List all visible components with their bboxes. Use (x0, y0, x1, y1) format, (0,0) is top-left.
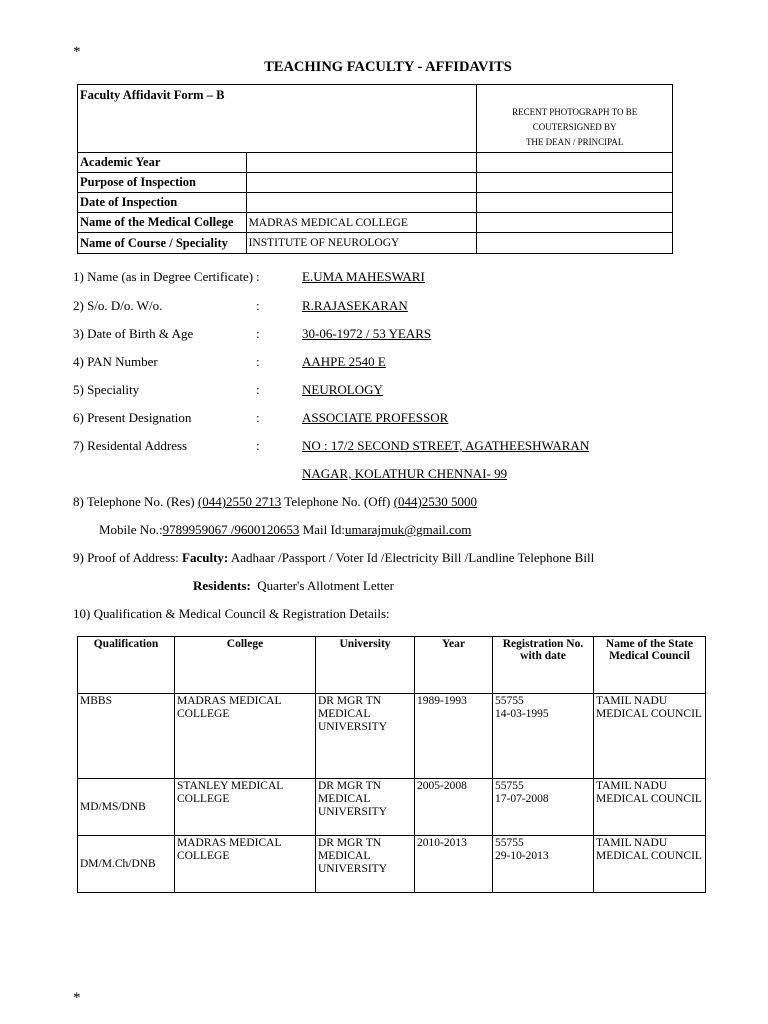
column-header: Year (415, 637, 493, 694)
empty-cell (477, 153, 673, 173)
registration-date: 29-10-2013 (495, 850, 549, 862)
year-cell: 2010-2013 (415, 836, 493, 893)
registration-number: 55755 (495, 837, 524, 849)
table-row (78, 779, 706, 836)
telephone-off-value: (044)2530 5000 (393, 494, 478, 509)
telephone-line (73, 494, 509, 510)
header-info-table (77, 84, 673, 254)
registration-date: 14-03-1995 (495, 708, 549, 720)
qualification-cell: MBBS (78, 694, 175, 779)
address-label: 7) Residental Address (73, 438, 188, 453)
mobile-line (99, 522, 554, 538)
colon: : (256, 269, 260, 284)
proof-label: 9) Proof of Address: (73, 550, 179, 565)
empty-cell (477, 193, 673, 213)
inspection-date-value (246, 193, 477, 213)
column-header: Qualification (78, 637, 175, 694)
colon: : (256, 326, 260, 341)
residents-label: Residents: (193, 578, 251, 593)
purpose-label: Purpose of Inspection (78, 173, 247, 193)
registration-cell (493, 694, 594, 779)
university-cell: DR MGR TN MEDICAL UNIVERSITY (316, 694, 415, 779)
name-label: 1) Name (as in Degree Certificate) (73, 269, 254, 284)
bottom-asterisk: * (73, 990, 81, 1006)
relation-value: R.RAJASEKARAN (302, 298, 408, 313)
colon: : (256, 438, 260, 453)
table-row (78, 694, 706, 779)
mail-value: umarajmuk@gmail.com (344, 522, 472, 537)
residents-line (193, 578, 394, 594)
registration-date: 17-07-2008 (495, 793, 549, 805)
year-cell: 1989-1993 (415, 694, 493, 779)
qualification-cell: DM/M.Ch/DNB (78, 836, 175, 893)
council-cell: TAMIL NADU MEDICAL COUNCIL (594, 779, 706, 836)
faculty-label: Faculty: (182, 550, 229, 565)
empty-cell (477, 233, 673, 254)
college-name-label: Name of the Medical College (78, 213, 247, 233)
empty-cell (477, 213, 673, 233)
relation-label: 2) S/o. D/o. W/o. (73, 298, 163, 313)
designation-value: ASSOCIATE PROFESSOR (302, 410, 449, 425)
telephone-off-label: Telephone No. (Off) (284, 494, 391, 509)
registration-cell (493, 779, 594, 836)
speciality-label: 5) Speciality (73, 382, 140, 397)
page-title: TEACHING FACULTY - AFFIDAVITS (264, 59, 512, 75)
college-cell: STANLEY MEDICAL COLLEGE (175, 779, 316, 836)
course-label: Name of Course / Speciality (78, 233, 247, 254)
name-value: E.UMA MAHESWARI (302, 269, 425, 284)
residents-value: Quarter's Allotment Letter (257, 578, 394, 593)
course-value: INSTITUTE OF NEUROLOGY (246, 233, 477, 254)
college-name-value: MADRAS MEDICAL COLLEGE (246, 213, 477, 233)
registration-number: 55755 (495, 780, 524, 792)
college-cell: MADRAS MEDICAL COLLEGE (175, 836, 316, 893)
council-cell: TAMIL NADU MEDICAL COUNCIL (594, 836, 706, 893)
mobile-value: 9789959067 /9600120653 (162, 522, 300, 537)
year-cell: 2005-2008 (415, 779, 493, 836)
photo-note-line: RECENT PHOTOGRAPH TO BE (512, 107, 638, 117)
faculty-value: Aadhaar /Passport / Voter Id /Electricity Bill /Landline Telephone Bill (230, 550, 595, 565)
mail-label: Mail Id: (302, 522, 345, 537)
column-header: University (316, 637, 415, 694)
designation-label: 6) Present Designation (73, 410, 192, 425)
telephone-res-value: (044)2550 2713 (197, 494, 282, 509)
empty-cell (477, 173, 673, 193)
qualification-table (77, 636, 706, 893)
academic-year-label: Academic Year (78, 153, 247, 173)
address-value-line2: NAGAR, KOLATHUR CHENNAI- 99 (302, 466, 508, 481)
pan-value: AAHPE 2540 E (302, 354, 386, 369)
council-cell: TAMIL NADU MEDICAL COUNCIL (594, 694, 706, 779)
colon: : (256, 382, 260, 397)
colon: : (256, 298, 260, 313)
inspection-date-label: Date of Inspection (78, 193, 247, 213)
proof-line (73, 550, 594, 566)
mobile-label: Mobile No.: (99, 522, 163, 537)
colon: : (256, 354, 260, 369)
academic-year-value (246, 153, 477, 173)
telephone-res-label: 8) Telephone No. (Res) (73, 494, 195, 509)
column-header: College (175, 637, 316, 694)
college-cell: MADRAS MEDICAL COLLEGE (175, 694, 316, 779)
photo-box (477, 85, 673, 153)
column-header: Name of the State Medical Council (594, 637, 706, 694)
purpose-value (246, 173, 477, 193)
university-cell: DR MGR TN MEDICAL UNIVERSITY (316, 779, 415, 836)
dob-value: 30-06-1972 / 53 YEARS (302, 326, 432, 341)
colon: : (256, 410, 260, 425)
table-header-row (78, 637, 706, 694)
university-cell: DR MGR TN MEDICAL UNIVERSITY (316, 836, 415, 893)
table-row (78, 836, 706, 893)
qualification-cell: MD/MS/DNB (78, 779, 175, 836)
photo-note-line: THE DEAN / PRINCIPAL (525, 137, 624, 147)
speciality-value: NEUROLOGY (302, 382, 383, 397)
address-value-line1: NO : 17/2 SECOND STREET, AGATHEESHWARAN (302, 438, 590, 453)
registration-number: 55755 (495, 695, 524, 707)
pan-label: 4) PAN Number (73, 354, 158, 369)
qualification-heading: 10) Qualification & Medical Council & Registration Details: (73, 606, 390, 621)
photo-note-line: COUTERSIGNED BY (532, 122, 617, 132)
form-label: Faculty Affidavit Form – B (78, 85, 477, 153)
registration-cell (493, 836, 594, 893)
column-header: Registration No. with date (493, 637, 594, 694)
top-asterisk: * (73, 44, 81, 60)
dob-label: 3) Date of Birth & Age (73, 326, 194, 341)
